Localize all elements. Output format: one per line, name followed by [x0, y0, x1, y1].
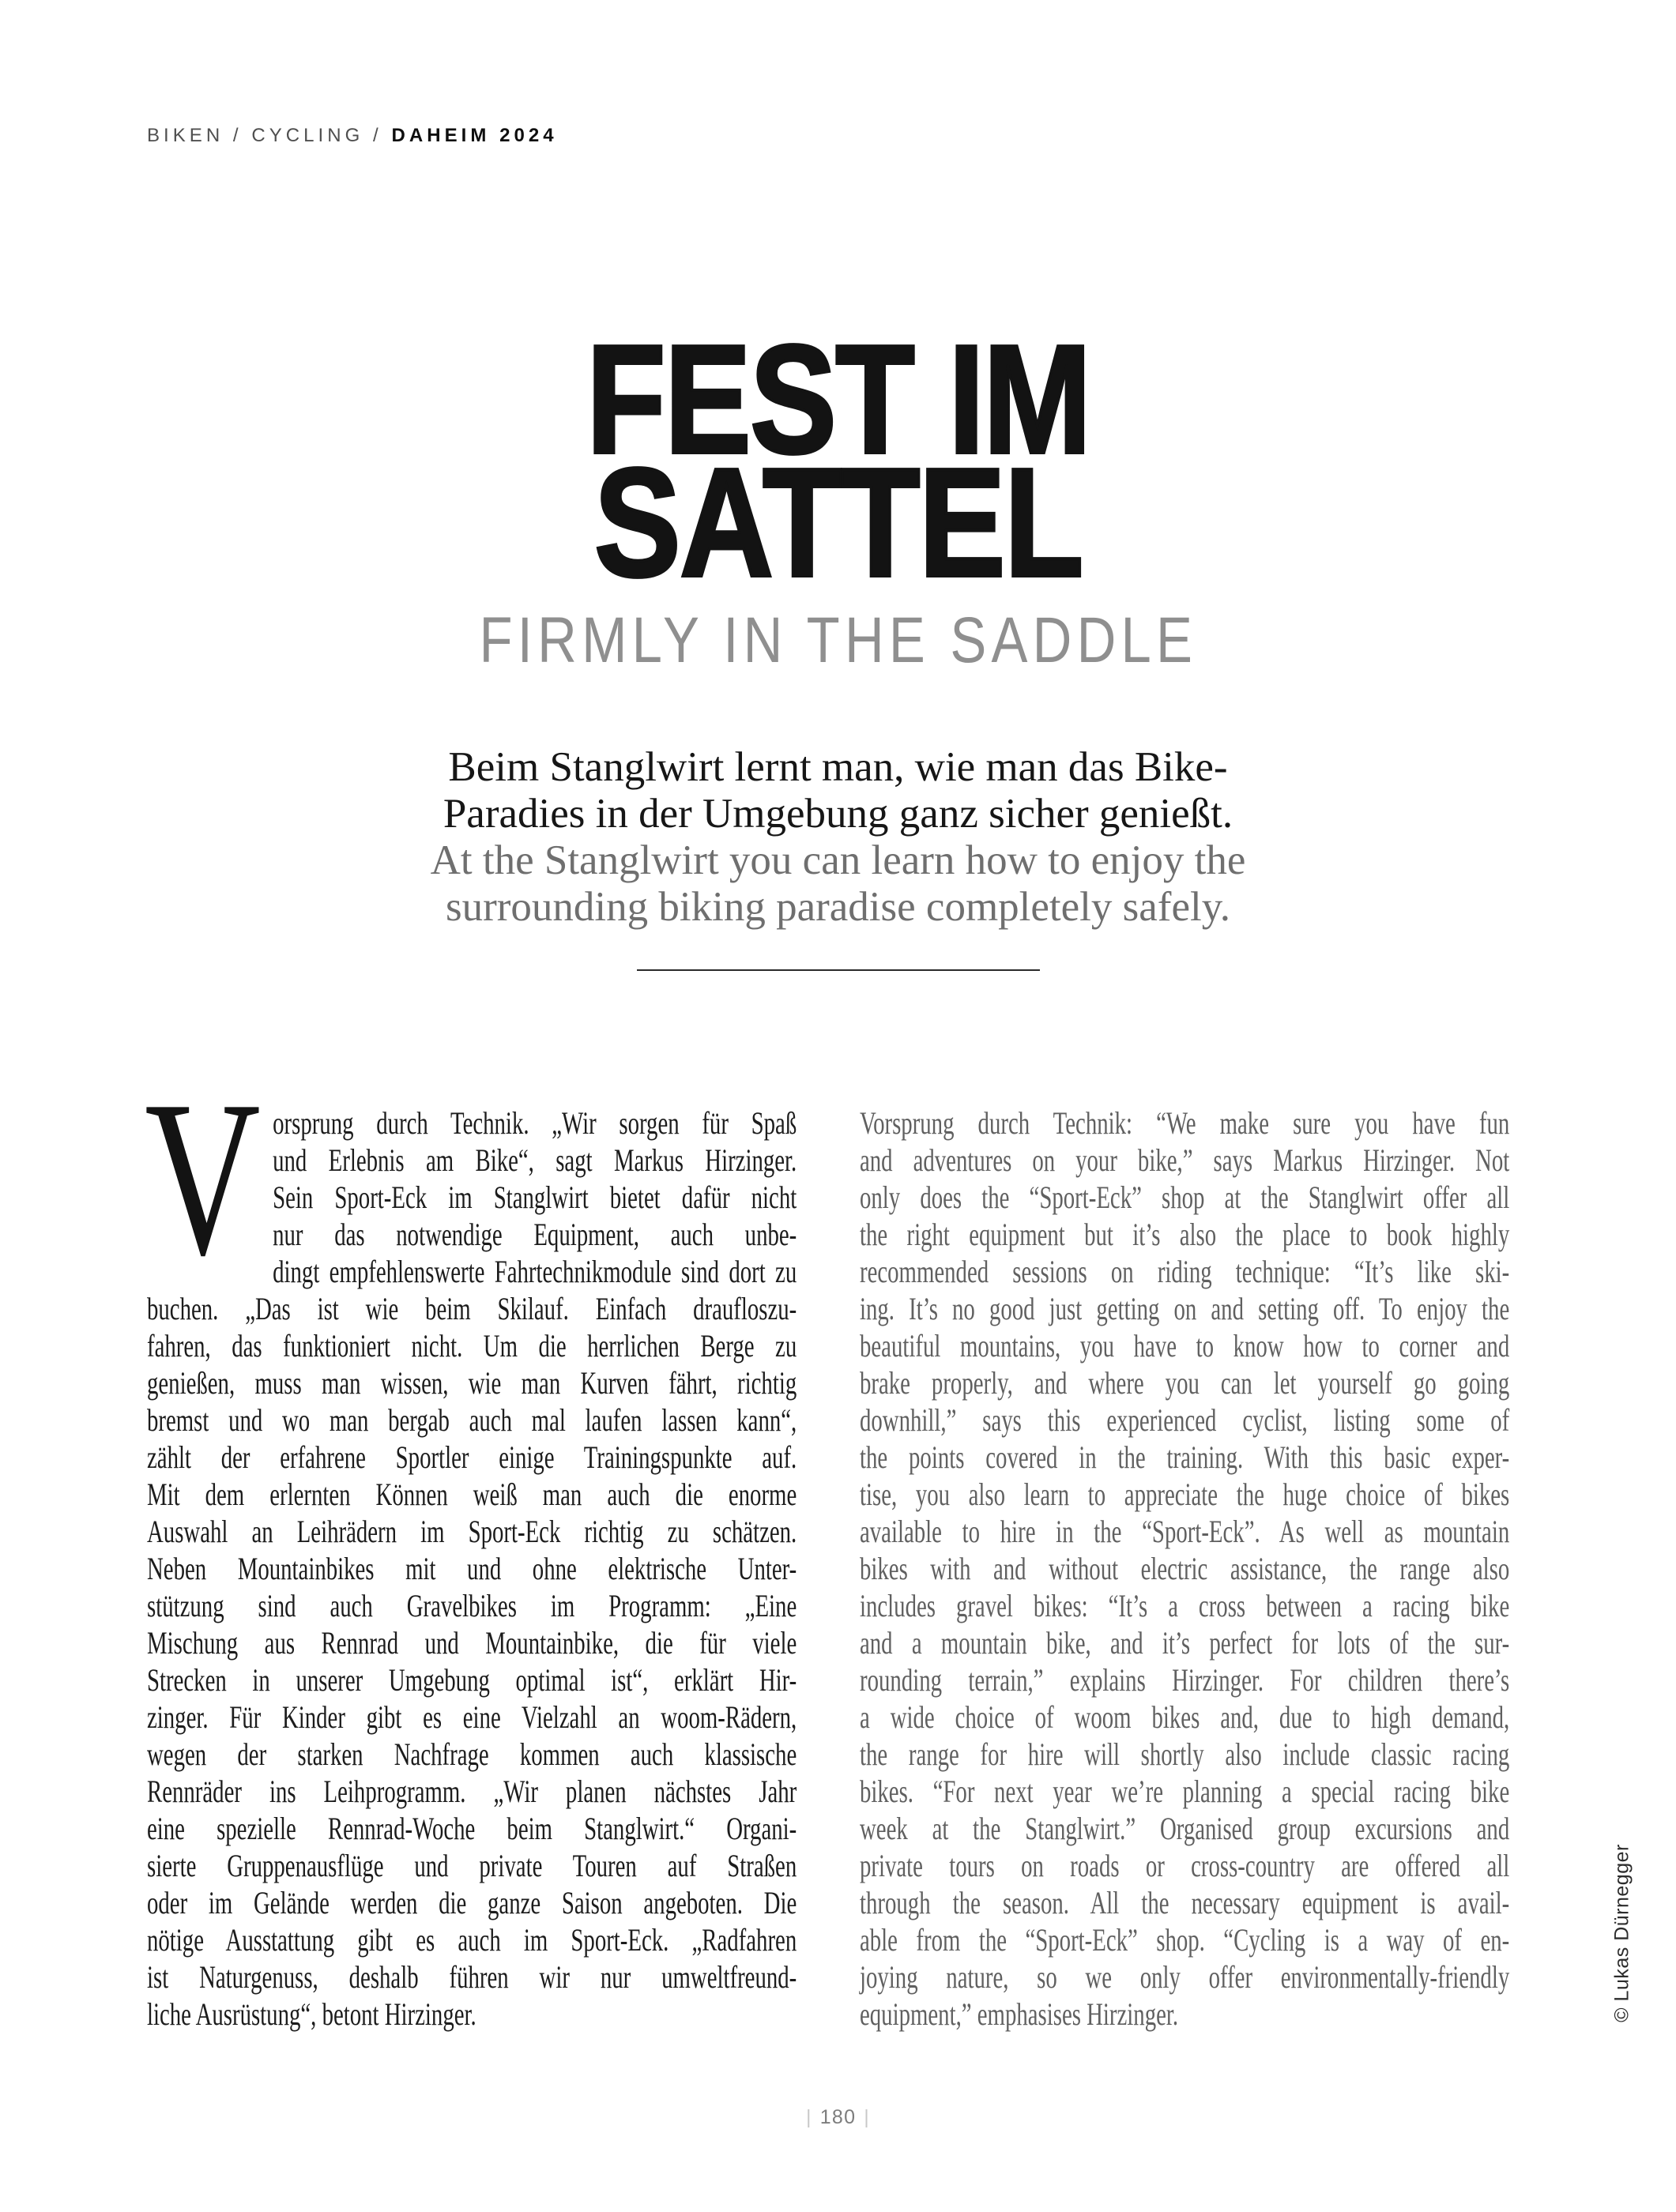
text-line: ist Naturgenuss, deshalb führen wir nur umweltfreund- [147, 1959, 797, 1995]
text-line: sierte Gruppenausflüge und private Touren auf Straßen [147, 1848, 797, 1883]
standfirst-line: Paradies in der Umgebung ganz sicher genießt. [443, 791, 1233, 837]
title-scale-wrap [479, 313, 1197, 676]
kicker-issue-label: DAHEIM 2024 [391, 125, 558, 146]
text-line: buchen. „Das ist wie beim Skilauf. Einfach draufloszu- [147, 1291, 797, 1326]
text-line: Mischung aus Rennrad und Mountainbike, die für viele [147, 1625, 797, 1661]
page-title-line-1: FEST IM [586, 313, 1090, 486]
text-line: the right equipment but it’s also the place to book highly [860, 1217, 1510, 1252]
standfirst-line: surrounding biking paradise completely safely. [446, 884, 1230, 930]
page-number-value: 180 [819, 2106, 857, 2128]
column-english-text [860, 1104, 1509, 2033]
page-number [806, 2106, 870, 2129]
page-number-right-bar: | [864, 2106, 870, 2128]
standfirst-line: At the Stanglwirt you can learn how to enjoy the [430, 837, 1246, 883]
text-line: tise, you also learn to appreciate the huge choice of bikes [860, 1477, 1510, 1512]
text-line: und Erlebnis am Bike“, sagt Markus Hirzinger. [273, 1142, 797, 1178]
text-line: zinger. Für Kinder gibt es eine Vielzahl an woom-Rädern, [147, 1699, 797, 1735]
text-line: ing. It’s no good just getting on and setting off. To enjoy the [860, 1291, 1510, 1326]
text-line: zählt der erfahrene Sportler einige Trainingspunkte auf. [147, 1439, 797, 1475]
text-line: Neben Mountainbikes mit und ohne elektrische Unter- [147, 1551, 797, 1586]
article-body [145, 1055, 1510, 2033]
dropcap-letter: V [145, 1055, 261, 1301]
section-kicker [147, 125, 558, 147]
standfirst-german [0, 744, 1676, 837]
text-line: Mit dem erlernten Können weiß man auch die enorme [147, 1477, 797, 1512]
text-line: only does the “Sport-Eck” shop at the Stanglwirt offer all [860, 1179, 1510, 1215]
text-line: bikes. “For next year we’re planning a special racing bike [860, 1774, 1510, 1809]
text-line: the points covered in the training. With this basic exper- [860, 1439, 1510, 1475]
text-line: stützung sind auch Gravelbikes im Programm: „Eine [147, 1588, 797, 1623]
text-line: a wide choice of woom bikes and, due to high demand, [860, 1699, 1510, 1735]
text-line: through the season. All the necessary equipment is avail- [860, 1885, 1510, 1920]
text-line: bremst und wo man bergab auch mal laufen lassen kann“, [147, 1402, 797, 1438]
text-line: recommended sessions on riding technique: “It’s like ski- [860, 1254, 1510, 1289]
dropcap-box [145, 1055, 264, 1301]
page-number-left-bar: | [806, 2106, 812, 2128]
photo-credit: © Lukas Dürnegger [1610, 1844, 1633, 2022]
text-line: and adventures on your bike,” says Markus Hirzinger. Not [860, 1142, 1510, 1178]
text-line: Strecken in unserer Umgebung optimal ist“, erklärt Hir- [147, 1662, 797, 1698]
column-german-text [145, 1055, 797, 2033]
text-line: includes gravel bikes: “It’s a cross between a racing bike [860, 1588, 1510, 1623]
column-english [860, 1104, 1509, 2033]
standfirst-line: Beim Stanglwirt lernt man, wie man das Bike- [448, 744, 1228, 790]
text-line: downhill,” says this experienced cyclist, listing some of [860, 1402, 1510, 1438]
text-line: oder im Gelände werden die ganze Saison angeboten. Die [147, 1885, 797, 1920]
text-line: eine spezielle Rennrad-Woche beim Stanglwirt.“ Organi- [147, 1811, 797, 1846]
text-line: joying nature, so we only offer environmentally-friendly [860, 1959, 1510, 1995]
text-line: the range for hire will shortly also include classic racing [860, 1736, 1510, 1772]
text-line: week at the Stanglwirt.” Organised group excursions and [860, 1811, 1510, 1846]
text-line: beautiful mountains, you have to know how to corner and [860, 1328, 1510, 1364]
english-lines [860, 1104, 1509, 2033]
text-line: wegen der starken Nachfrage kommen auch klassische [147, 1736, 797, 1772]
text-line: dingt empfehlenswerte Fahrtechnikmodule sind dort zu [273, 1254, 797, 1289]
kicker-section-label: BIKEN / CYCLING / [147, 125, 392, 146]
text-line: bikes with and without electric assistance, the range also [860, 1551, 1510, 1586]
text-line: nur das notwendige Equipment, auch unbe- [273, 1217, 797, 1252]
text-line: liche Ausrüstung“, betont Hirzinger. [147, 1996, 476, 2032]
text-line: Sein Sport-Eck im Stanglwirt bietet dafür nicht [273, 1179, 797, 1215]
text-line: Vorsprung durch Technik: “We make sure you have fun [860, 1105, 1510, 1141]
text-line: able from the “Sport-Eck” shop. “Cycling is a way of en- [860, 1922, 1510, 1958]
text-line: orsprung durch Technik. „Wir sorgen für Spaß [273, 1105, 797, 1141]
column-german [145, 1055, 797, 2033]
page-title-line-2: SATTEL [593, 436, 1083, 609]
standfirst-english [0, 837, 1676, 931]
text-line: fahren, das funktioniert nicht. Um die herrlichen Berge zu [147, 1328, 797, 1364]
text-line: Rennräder ins Leihprogramm. „Wir planen nächstes Jahr [147, 1774, 797, 1809]
text-line: Auswahl an Leihrädern im Sport-Eck richtig zu schätzen. [147, 1514, 797, 1549]
text-line: rounding terrain,” explains Hirzinger. For children there’s [860, 1662, 1510, 1698]
text-line: nötige Ausstattung gibt es auch im Sport-Eck. „Radfahren [147, 1922, 797, 1958]
title-block [0, 313, 1676, 676]
page-subtitle: FIRMLY IN THE SADDLE [479, 604, 1197, 676]
text-line: equipment,” emphasises Hirzinger. [860, 1996, 1179, 2032]
text-line: available to hire in the “Sport-Eck”. As well as mountain [860, 1514, 1510, 1549]
text-line: private tours on roads or cross-country are offered all [860, 1848, 1510, 1883]
standfirst [0, 744, 1676, 931]
text-line: and a mountain bike, and it’s perfect for lots of the sur- [860, 1625, 1510, 1661]
text-line: genießen, muss man wissen, wie man Kurven fährt, richtig [147, 1365, 797, 1401]
text-line: brake properly, and where you can let yourself go going [860, 1365, 1510, 1401]
divider-rule [637, 969, 1040, 971]
